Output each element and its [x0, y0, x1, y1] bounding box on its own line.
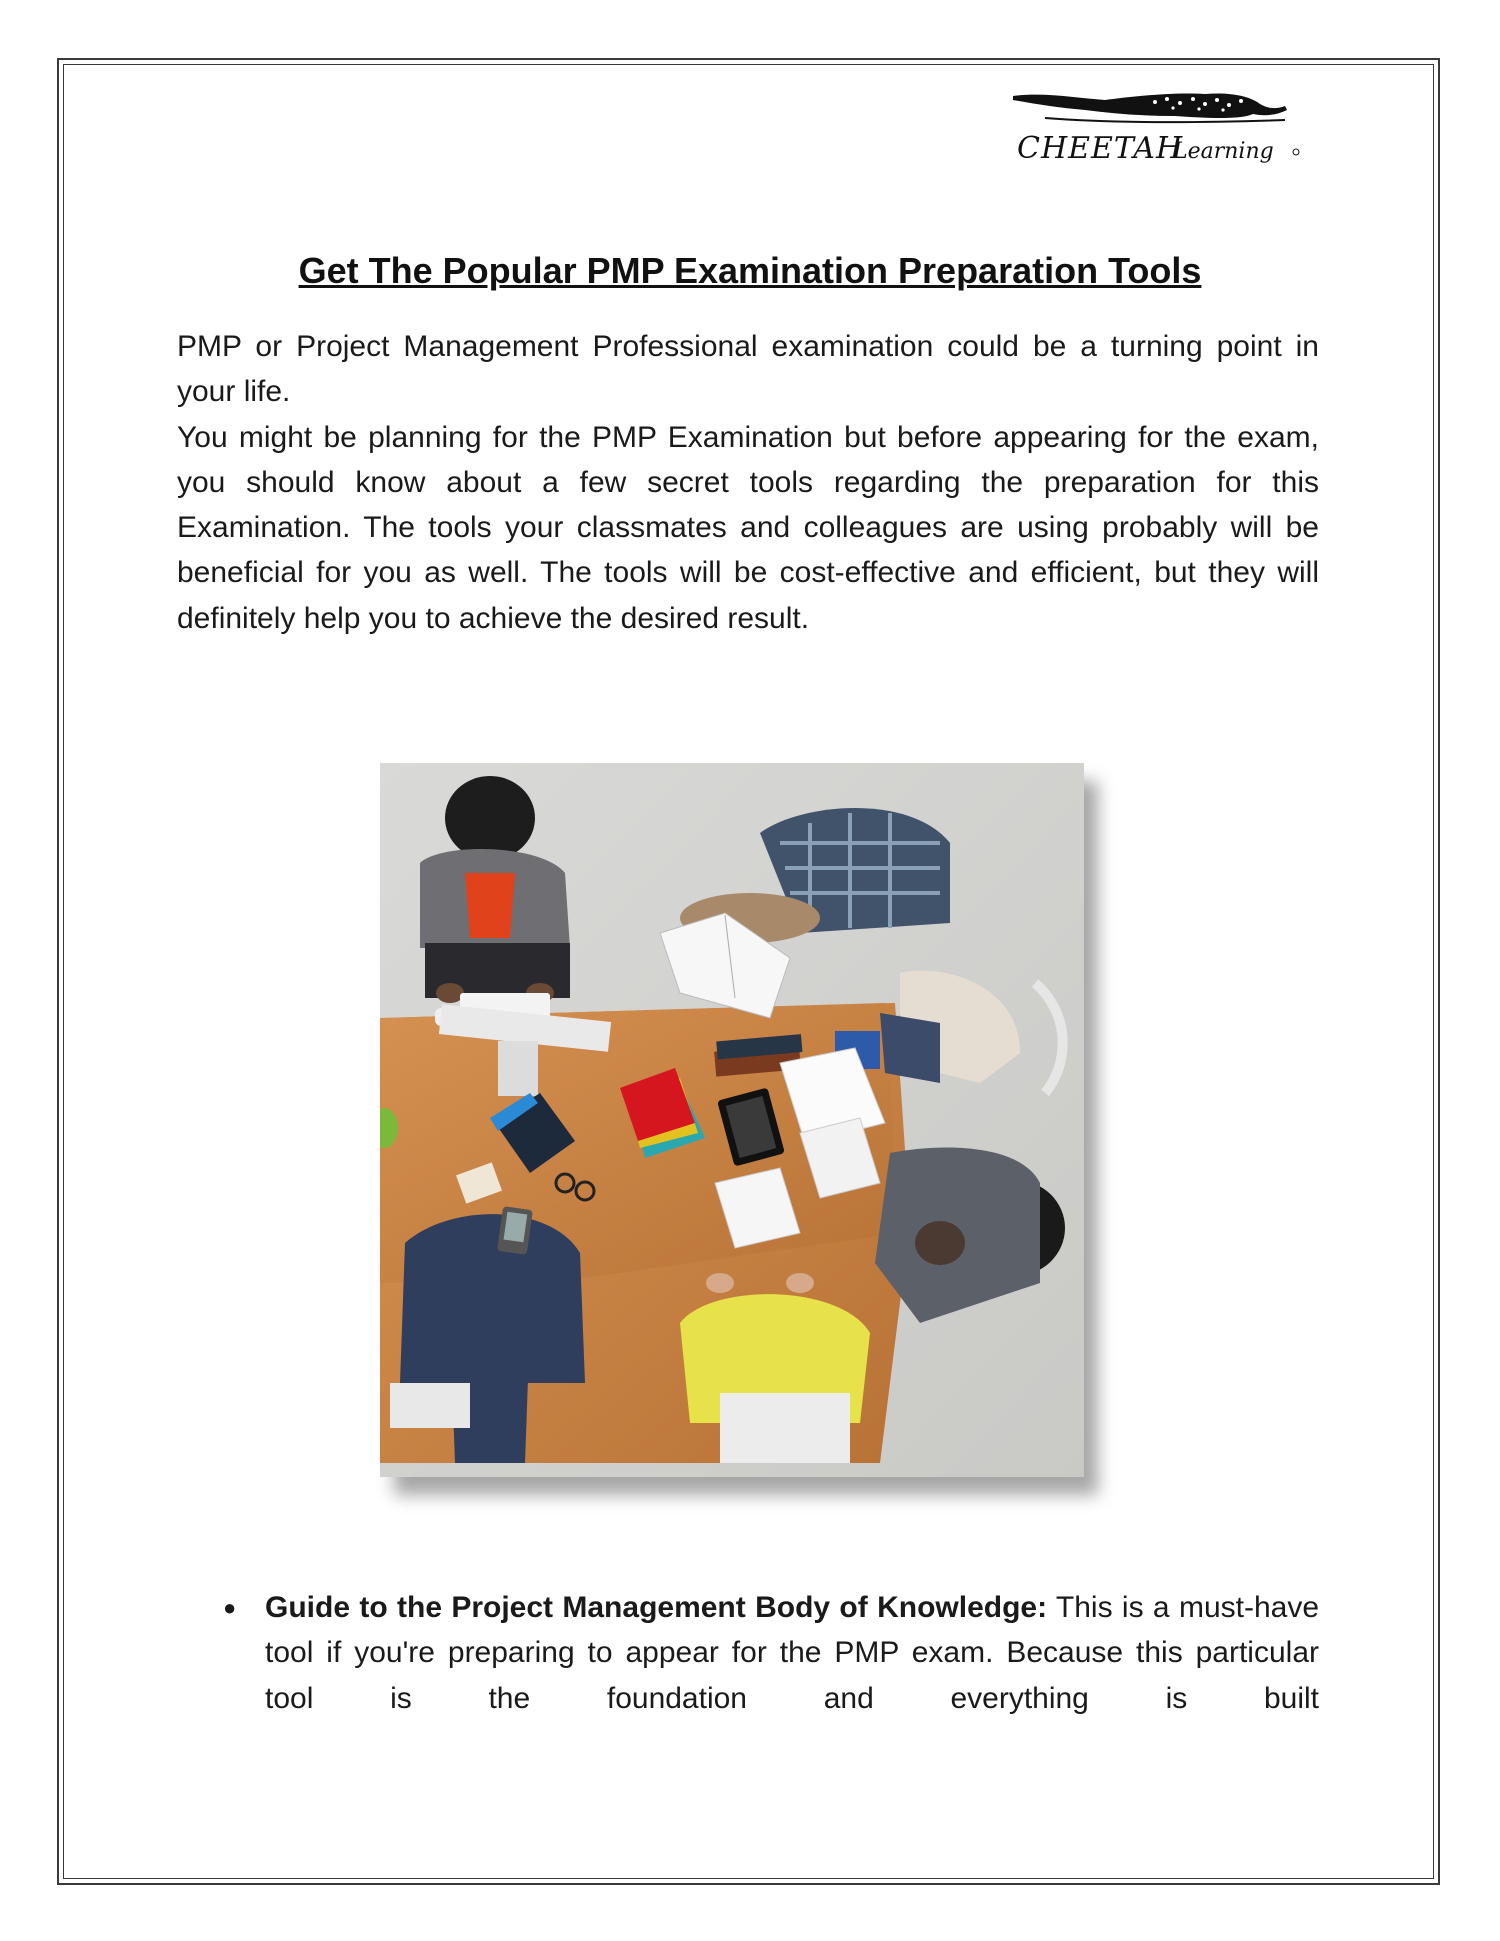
list-item-text: This is a must-have tool if you're preparing to appear for the PMP exam. Because this particular tool is the foundation and everything is built	[265, 1591, 1320, 1715]
tools-list	[177, 1585, 1319, 1721]
team-meeting-illustration	[380, 763, 1084, 1477]
list-item-heading: Guide to the Project Management Body of Knowledge:	[265, 1591, 1048, 1624]
team-meeting-photo	[380, 763, 1084, 1477]
bullet-icon: ●	[223, 1595, 237, 1620]
intro-paragraph-2: You might be planning for the PMP Examination but before appearing for the exam, you should know about a few secret tools regarding the preparation for this Examination. The tools your classmates and colleagues are using probably will be beneficial for you as well. The tools will be cost-effective and efficient, but they will definitely help you to achieve the desired result.	[177, 420, 1319, 635]
intro-text	[177, 324, 1319, 641]
page-title: Get The Popular PMP Examination Preparation Tools	[298, 250, 1202, 291]
svg-text:Learning: Learning	[1173, 139, 1274, 164]
svg-text:CHEETAH: CHEETAH	[1017, 131, 1184, 166]
intro-paragraph-1: PMP or Project Management Professional examination could be a turning point in your life.	[177, 330, 1319, 409]
cheetah-learning-logo	[1005, 86, 1305, 171]
list-item	[177, 1585, 1319, 1721]
